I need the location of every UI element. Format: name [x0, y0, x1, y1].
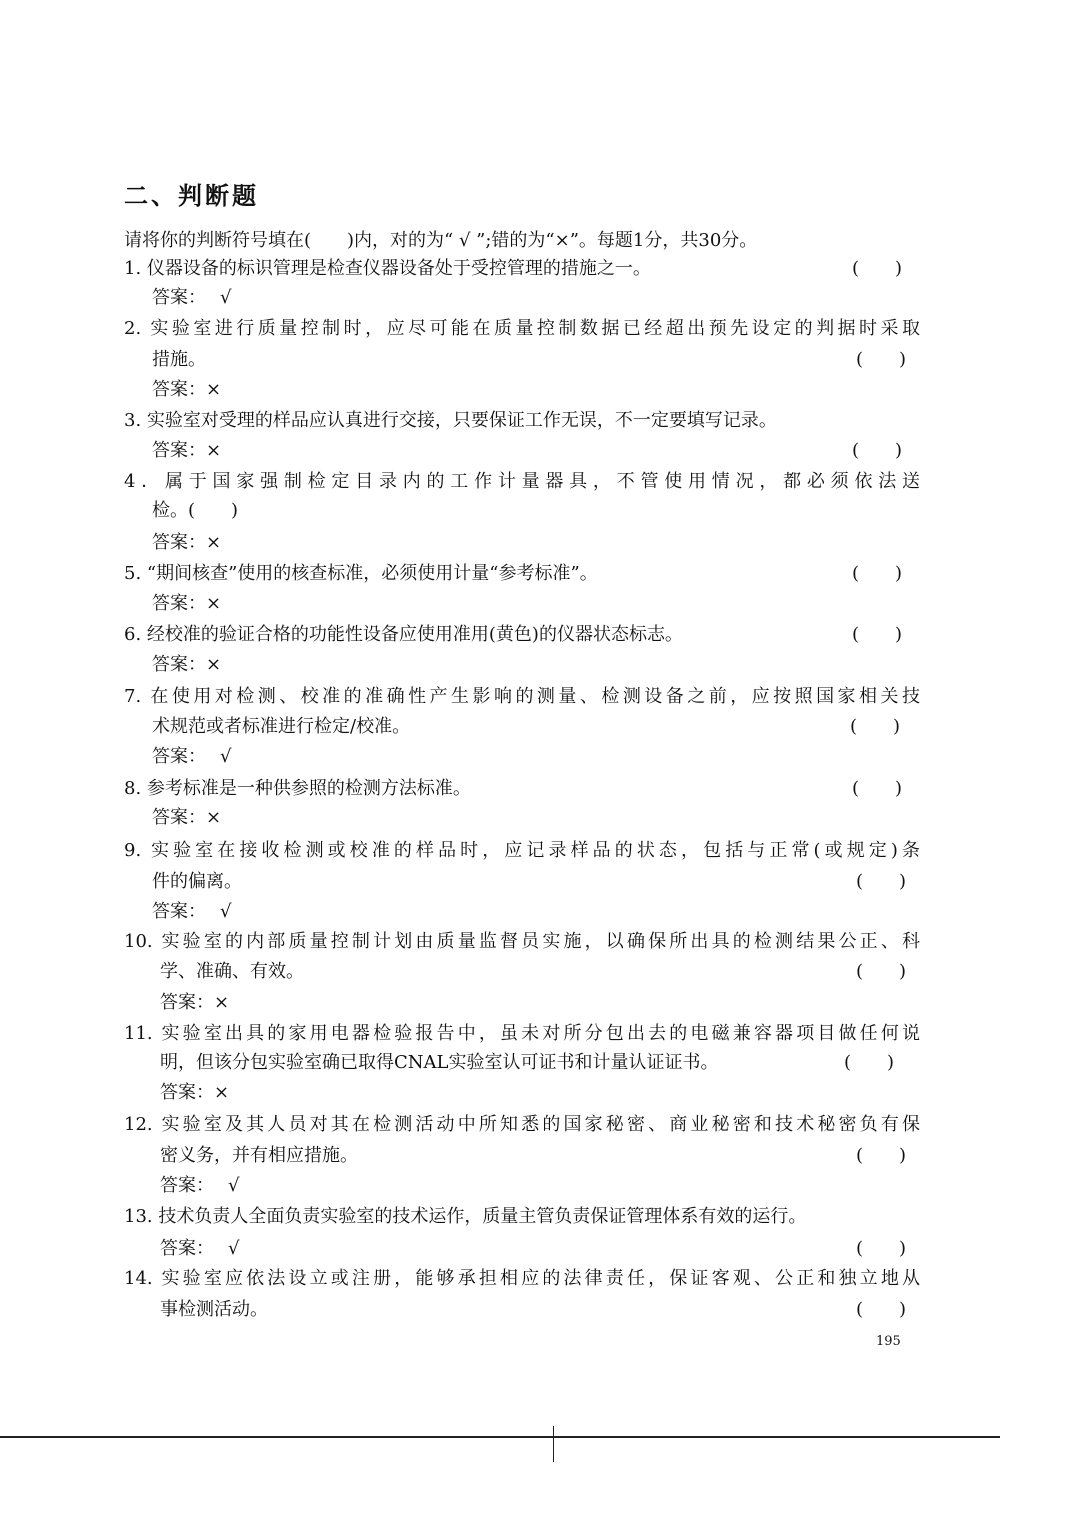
- answer-label: 答案：: [152, 654, 206, 675]
- answer-mark: ×: [206, 532, 222, 553]
- answer-mark: √: [228, 1175, 240, 1196]
- question-4-line-2: 检。( ): [152, 500, 239, 521]
- answer-mark: √: [220, 287, 232, 308]
- answer-mark: √: [220, 901, 232, 922]
- question-5-answer: [152, 591, 221, 617]
- question-14-blank: ( ): [856, 1299, 907, 1320]
- question-8-line-1: 8. 参考标准是一种供参照的检测方法标准。: [124, 778, 471, 799]
- question-6-line-1: 6. 经校准的验证合格的功能性设备应使用准用(黄色)的仪器状态标志。: [124, 624, 683, 645]
- answer-label: 答案：: [152, 901, 206, 922]
- question-11-answer: [160, 1080, 229, 1106]
- question-9-line-2: 件的偏离。: [152, 871, 242, 892]
- question-7-blank: ( ): [850, 716, 901, 737]
- question-4-answer: [152, 530, 221, 556]
- question-6-answer: [152, 652, 221, 678]
- question-3-blank: ( ): [852, 440, 903, 461]
- question-2-line-1: 2. 实验室进行质量控制时，应尽可能在质量控制数据已经超出预先设定的判据时采取: [124, 318, 920, 339]
- question-11-line-2: 明，但该分包实验室确已取得CNAL实验室认可证书和计量认证证书。: [160, 1052, 719, 1073]
- question-1-blank: ( ): [852, 258, 903, 279]
- question-5-line-1: 5. “期间核查”使用的核查标准，必须使用计量“参考标准”。: [124, 563, 598, 584]
- answer-mark: ×: [214, 1082, 230, 1103]
- question-8-answer: [152, 805, 221, 831]
- question-2-line-2: 措施。: [152, 349, 206, 370]
- question-1-line-1: 1. 仪器设备的标识管理是检查仪器设备处于受控管理的措施之一。: [124, 258, 651, 279]
- question-9-line-1: 9. 实验室在接收检测或校准的样品时，应记录样品的状态，包括与正常(或规定)条: [124, 840, 920, 861]
- question-8-blank: ( ): [852, 778, 903, 799]
- question-11-line-1: 11. 实验室出具的家用电器检验报告中，虽未对所分包出去的电磁兼容器项目做任何说: [124, 1023, 920, 1044]
- answer-mark: ×: [206, 807, 222, 828]
- question-10-blank: ( ): [856, 961, 907, 982]
- question-7-line-1: 7. 在使用对检测、校准的准确性产生影响的测量、检测设备之前，应按照国家相关技: [124, 686, 920, 707]
- answer-label: 答案：: [152, 532, 206, 553]
- answer-label: 答案：: [152, 287, 206, 308]
- section-title: 二、判断题: [124, 182, 259, 210]
- question-7-line-2: 术规范或者标准进行检定/校准。: [152, 716, 411, 737]
- answer-mark: ×: [206, 379, 222, 400]
- question-14-line-2: 事检测活动。: [160, 1299, 268, 1320]
- footer-center-tick: [553, 1426, 554, 1462]
- question-12-line-1: 12. 实验室及其人员对其在检测活动中所知悉的国家秘密、商业秘密和技术秘密负有保: [124, 1114, 920, 1135]
- question-12-line-2: 密义务，并有相应措施。: [160, 1145, 358, 1166]
- question-10-line-1: 10. 实验室的内部质量控制计划由质量监督员实施，以确保所出具的检测结果公正、科: [124, 931, 920, 952]
- question-4-line-1: 4．属于国家强制检定目录内的工作计量器具，不管使用情况，都必须依法送: [124, 471, 920, 492]
- question-14-line-1: 14. 实验室应依法设立或注册，能够承担相应的法律责任，保证客观、公正和独立地从: [124, 1268, 920, 1289]
- question-12-blank: ( ): [856, 1145, 907, 1166]
- question-13-blank: ( ): [856, 1238, 907, 1259]
- question-11-blank: ( ): [844, 1052, 895, 1073]
- answer-mark: ×: [206, 593, 222, 614]
- question-2-answer: [152, 377, 221, 403]
- answer-label: 答案：: [160, 1175, 214, 1196]
- answer-label: 答案：: [152, 440, 206, 461]
- footer-rule: [0, 1436, 1000, 1438]
- answer-mark: √: [228, 1238, 240, 1259]
- question-10-answer: [160, 990, 229, 1016]
- question-9-answer: [152, 899, 231, 925]
- question-7-answer: [152, 744, 231, 770]
- question-3-answer: [152, 438, 221, 464]
- answer-label: 答案：: [152, 807, 206, 828]
- answer-label: 答案：: [160, 1238, 214, 1259]
- answer-label: 答案：: [152, 379, 206, 400]
- question-13-line-1: 13. 技术负责人全面负责实验室的技术运作，质量主管负责保证管理体系有效的运行。: [124, 1206, 807, 1227]
- answer-mark: ×: [214, 992, 230, 1013]
- answer-mark: √: [220, 746, 232, 767]
- question-12-answer: [160, 1173, 239, 1199]
- answer-label: 答案：: [152, 746, 206, 767]
- question-9-blank: ( ): [856, 871, 907, 892]
- question-13-answer: [160, 1236, 239, 1262]
- question-2-blank: ( ): [856, 349, 907, 370]
- answer-label: 答案：: [160, 1082, 214, 1103]
- question-5-blank: ( ): [852, 563, 903, 584]
- question-6-blank: ( ): [852, 624, 903, 645]
- answer-mark: ×: [206, 654, 222, 675]
- question-10-line-2: 学、准确、有效。: [160, 961, 304, 982]
- question-3-line-1: 3. 实验室对受理的样品应认真进行交接，只要保证工作无误，不一定要填写记录。: [124, 410, 777, 431]
- page-number: 195: [876, 1334, 901, 1349]
- instructions: 请将你的判断符号填在( )内，对的为“ √ ”;错的为“×”。每题1分，共30分。: [124, 230, 758, 251]
- question-1-answer: [152, 285, 231, 311]
- answer-label: 答案：: [160, 992, 214, 1013]
- answer-label: 答案：: [152, 593, 206, 614]
- answer-mark: ×: [206, 440, 222, 461]
